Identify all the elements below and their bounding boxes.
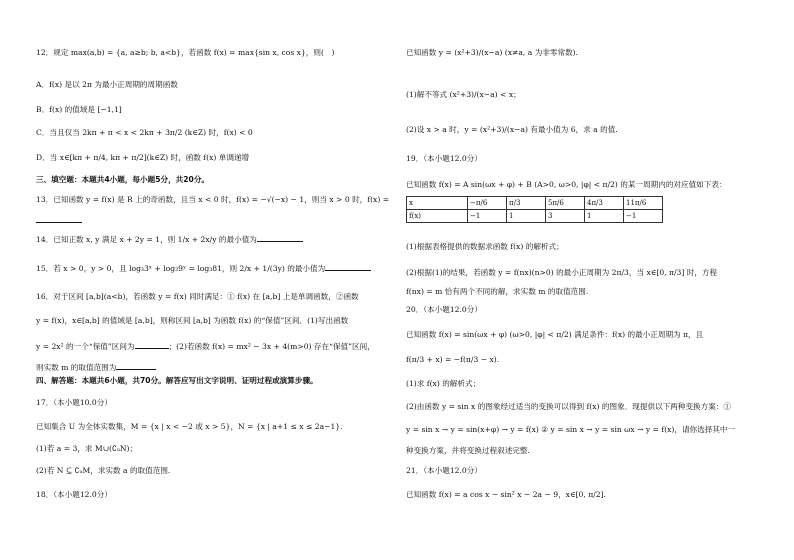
question-19-header: 19．（本小题12.0分） [406, 154, 482, 163]
question-12: 12．规定 max(a,b) = {a, a≥b; b, a<b}，若函数 f(x) = max{sin x, cos x}，则( ) [36, 48, 335, 57]
table-row [407, 197, 663, 210]
question-17-part1: (1)若 a = 3，求 M∪(∁ᵤN)； [36, 444, 138, 453]
question-17-header: 17．（本小题10.0分） [36, 398, 112, 407]
table-cell: −π/6 [468, 197, 507, 210]
table-cell: 11π/6 [624, 197, 663, 210]
q20-part1: (1)求 f(x) 的解析式； [406, 379, 481, 388]
question-16-line1: 16．对于区间 [a,b](a<b)，若函数 y = f(x) 同时满足：① f(x) 在 [a,b] 上是单调函数，②函数 [36, 292, 359, 301]
table-cell: 4π/3 [585, 197, 624, 210]
question-18-header: 18．（本小题12.0分） [36, 490, 112, 499]
table-cell: 1 [585, 210, 624, 223]
q12-option-c: C．当且仅当 2kπ + π < x < 2kπ + 3π/2 (k∈Z) 时，f(x) < 0 [36, 128, 253, 137]
section-answer-title: 四、解答题：本题共6小题，共70分。解答应写出文字说明、证明过程或演算步骤。 [36, 376, 318, 385]
question-15: 15．若 x > 0，y > 0，且 log₃3ˣ + log₃9ʸ = log₃81，则 2/x + 1/(3y) 的最小值为 [36, 262, 371, 274]
table-cell: x [407, 197, 468, 210]
question-16-line3: y = 2x² 的一个“保值”区间为 ；(2)若函数 f(x) = mx² − 3x + 4(m>0) 存在“保值”区间， [36, 342, 375, 351]
table-cell: f(x) [407, 210, 468, 223]
table-cell: 5π/6 [546, 197, 585, 210]
table-row [407, 210, 663, 223]
question-14: 14．已知正数 x, y 满足 x + 2y = 1，则 1/x + 2x/y 的最小值为 [36, 233, 303, 245]
q18-stem: 已知函数 y = (x²+3)/(x−a) (x≠a, a 为非零常数). [406, 48, 579, 57]
q18-part2: (2)设 x > a 时，y = (x²+3)/(x−a) 有最小值为 6，求 a 的值. [406, 125, 618, 134]
q12-option-b: B．f(x) 的值域是 [−1,1] [36, 105, 122, 114]
q19-stem: 已知函数 f(x) = A sin(ωx + φ) + B (A>0, ω>0, |φ| < π/2) 的某一周期内的对应值如下表： [406, 180, 727, 189]
question-16-line2: y = f(x)，x∈[a,b] 的值域是 [a,b]，则称区间 [a,b] 为函数 f(x) 的“保值”区间．(1)写出函数 [36, 316, 349, 325]
q21-stem: 已知函数 f(x) = a cos x − sin² x − 2a − 9，x∈[0, π/2]. [406, 490, 606, 499]
question-20-header: 20．（本小题12.0分） [406, 305, 482, 314]
q20-condition: f(π/3 + x) = −f(π/3 − x). [406, 355, 500, 364]
table-cell: 1 [507, 210, 546, 223]
table-cell: −1 [468, 210, 507, 223]
q20-stem: 已知函数 f(x) = sin(ωx + φ) (ω>0, |φ| < π/2) 满足条件：f(x) 的最小正周期为 π，且 [406, 330, 704, 339]
question-17-stem: 已知集合 U 为全体实数集，M = {x | x < −2 或 x > 5}，N = {x | a+1 ≤ x ≤ 2a−1}. [36, 422, 343, 431]
q20-part2: (2)由函数 y = sin x 的图象经过适当的变换可以得到 f(x) 的图象．现提供以下两种变换方案：① [406, 402, 732, 411]
table-cell: 3 [546, 210, 585, 223]
q12-option-a: A．f(x) 是以 2π 为最小正周期的周期函数 [36, 80, 178, 89]
question-13: 13．已知函数 y = f(x) 是 R 上的奇函数，且当 x < 0 时，f(x) = −√(−x) − 1，则当 x > 0 时，f(x) = [36, 195, 390, 204]
q12-option-d: D．当 x∈[kπ + π/4, kπ + π/2](k∈Z) 时，函数 f(x) 单调递增 [36, 153, 250, 162]
q13-blank [36, 214, 82, 226]
question-17-part2: (2)若 N ⊆ ∁ᵤM，求实数 a 的取值范围. [36, 466, 171, 475]
q19-part1: (1)根据表格提供的数据求函数 f(x) 的解析式； [406, 242, 564, 251]
q18-part1: (1)解不等式 (x²+3)/(x−a) < x； [406, 90, 521, 99]
q19-part2: (2)根据(1)的结果，若函数 y = f(nx)(n>0) 的最小正周期为 2π/3，当 x∈[0, π/3] 时，方程 [406, 268, 718, 277]
values-table [406, 196, 663, 223]
table-cell: π/3 [507, 197, 546, 210]
question-16-line4: 则实数 m 的取值范围为 [36, 361, 156, 373]
q20-part2-end: 种变换方案，并将变换过程叙述完整. [406, 446, 530, 455]
q19-part2-cont: f(nx) = m 恰有两个不同的解，求实数 m 的取值范围. [406, 287, 589, 296]
table-cell: −1 [624, 210, 663, 223]
q20-part2-cont: y = sin x → y = sin(x+φ) → y = f(x) ② y = sin x → y = sin ωx → y = f(x)，请你选择其中一 [406, 425, 736, 434]
section-fill-in-title: 三、填空题：本题共4小题，每小题5分，共20分。 [36, 175, 210, 184]
question-21-header: 21．（本小题12.0分） [406, 466, 482, 475]
